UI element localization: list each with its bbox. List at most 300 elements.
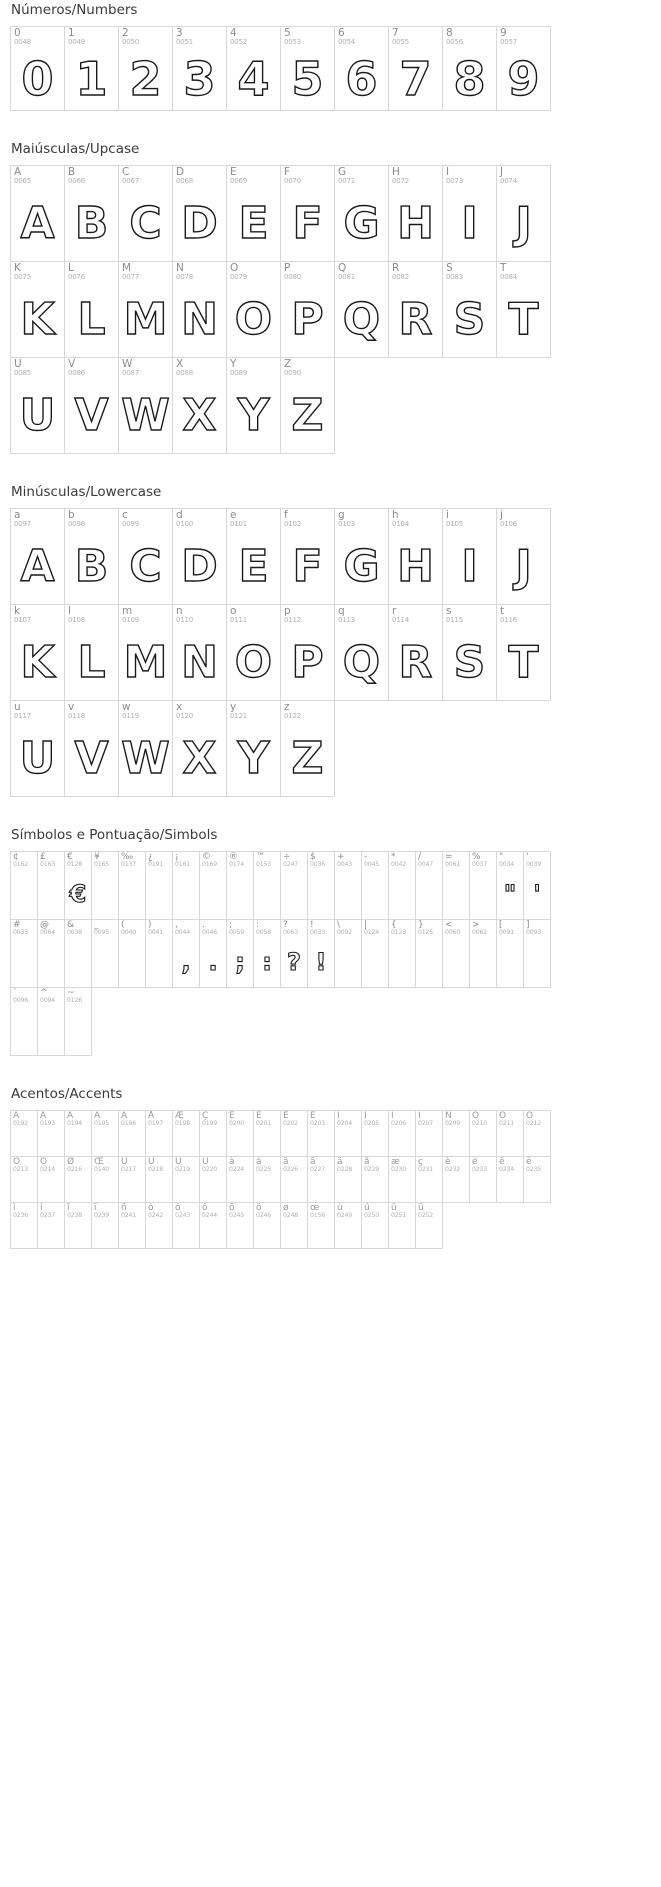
glyph-code-label: 0078 [176, 273, 194, 282]
glyph-preview [119, 380, 172, 452]
glyph-cell[interactable] [524, 1111, 551, 1157]
glyph-char-label: Ü [202, 1157, 209, 1167]
glyph-cell[interactable] [173, 1111, 200, 1157]
glyph-cell[interactable] [119, 852, 146, 920]
glyph-code-label: 0057 [500, 38, 518, 47]
glyph-cell[interactable] [254, 920, 281, 988]
glyph-preview [200, 1131, 226, 1153]
glyph-character: C [129, 198, 162, 249]
glyph-cell[interactable] [281, 166, 335, 262]
glyph-cell[interactable] [119, 1111, 146, 1157]
glyph-code-label: 0104 [392, 520, 410, 529]
glyph-cell[interactable] [119, 262, 173, 358]
glyph-cell[interactable] [227, 262, 281, 358]
glyph-character: G [343, 198, 380, 249]
glyph-cell[interactable] [65, 701, 119, 797]
glyph-cell[interactable] [146, 1157, 173, 1203]
glyph-cell[interactable] [146, 1203, 173, 1249]
glyph-cell[interactable] [389, 1203, 416, 1249]
glyph-cell[interactable] [389, 1157, 416, 1203]
glyph-cell-header [443, 1157, 469, 1177]
glyph-cell[interactable] [173, 1203, 200, 1249]
glyph-cell[interactable] [443, 509, 497, 605]
glyph-cell[interactable] [11, 1203, 38, 1249]
glyph-cell[interactable] [146, 852, 173, 920]
glyph-char-label: Î [391, 1111, 394, 1121]
glyph-cell[interactable] [65, 1111, 92, 1157]
glyph-cell[interactable] [38, 1203, 65, 1249]
glyph-cell[interactable] [362, 1111, 389, 1157]
glyph-cell[interactable] [173, 27, 227, 111]
glyph-preview [470, 872, 496, 916]
glyph-cell[interactable] [335, 1203, 362, 1249]
glyph-preview [497, 284, 550, 356]
glyph-cell[interactable] [227, 920, 254, 988]
glyph-cell-header [227, 166, 280, 188]
glyph-cell[interactable] [389, 852, 416, 920]
glyph-char-label: < [445, 920, 453, 930]
glyph-code-label: 0058 [256, 929, 271, 937]
glyph-cell[interactable] [173, 920, 200, 988]
glyph-character: L [77, 637, 106, 688]
glyph-cell-header [470, 1111, 496, 1131]
glyph-preview [227, 188, 280, 260]
glyph-char-label: C [122, 166, 130, 178]
glyph-code-label: 0110 [176, 616, 194, 625]
glyph-cell[interactable] [389, 27, 443, 111]
glyph-cell[interactable] [362, 920, 389, 988]
glyph-cell-header [173, 701, 226, 723]
glyph-cell-header [281, 509, 334, 531]
glyph-cell[interactable] [416, 852, 443, 920]
glyph-code-label: 0137 [121, 861, 136, 869]
glyph-cell[interactable] [65, 988, 92, 1056]
glyph-cell[interactable] [200, 1111, 227, 1157]
glyph-cell[interactable] [11, 852, 38, 920]
glyph-cell[interactable] [173, 605, 227, 701]
glyph-cell[interactable] [65, 920, 92, 988]
glyph-char-label: ! [310, 920, 314, 930]
section-title: Símbolos e Pontuação/Simbols [11, 827, 218, 843]
glyph-cell-header [227, 920, 253, 940]
glyph-code-label: 0033 [310, 929, 325, 937]
glyph-preview [254, 1223, 280, 1245]
glyph-cell-header [497, 1111, 523, 1131]
glyph-preview [119, 1223, 145, 1245]
glyph-cell[interactable] [119, 166, 173, 262]
glyph-cell-header [38, 1157, 64, 1177]
glyph-cell[interactable] [11, 509, 65, 605]
glyph-cell[interactable] [497, 262, 551, 358]
glyph-cell-header [281, 27, 334, 49]
glyph-preview [389, 627, 442, 699]
glyph-cell[interactable] [281, 852, 308, 920]
glyph-cell[interactable] [227, 166, 281, 262]
glyph-code-label: 0218 [148, 1166, 163, 1174]
glyph-preview [362, 940, 388, 984]
glyph-cell-header [335, 1203, 361, 1223]
glyph-cell[interactable] [173, 852, 200, 920]
glyph-cell[interactable] [11, 262, 65, 358]
glyph-preview [119, 940, 145, 984]
glyph-cell[interactable] [65, 1203, 92, 1249]
glyph-cell[interactable] [389, 509, 443, 605]
glyph-preview [200, 940, 226, 984]
glyph-cell[interactable] [443, 605, 497, 701]
glyph-code-label: 0249 [337, 1212, 352, 1220]
glyph-char-label: R [392, 262, 400, 274]
glyph-code-label: 0211 [499, 1120, 514, 1128]
glyph-character: O [234, 637, 273, 688]
glyph-cell[interactable] [65, 852, 92, 920]
glyph-cell[interactable] [497, 166, 551, 262]
glyph-cell[interactable] [173, 166, 227, 262]
glyph-code-label: 0100 [176, 520, 194, 529]
glyph-cell[interactable] [443, 262, 497, 358]
glyph-character: C [129, 541, 162, 592]
glyph-cell[interactable] [308, 1157, 335, 1203]
glyph-preview [119, 284, 172, 356]
glyph-char-label: % [472, 852, 481, 862]
glyph-preview [497, 1177, 523, 1199]
glyph-code-label: 0051 [176, 38, 194, 47]
glyph-code-label: 0046 [202, 929, 217, 937]
glyph-cell[interactable] [308, 920, 335, 988]
glyph-cell[interactable] [389, 605, 443, 701]
glyph-cell[interactable] [362, 1157, 389, 1203]
glyph-char-label: v [68, 701, 75, 713]
glyph-code-label: 0242 [148, 1212, 163, 1220]
glyph-character: V [74, 733, 109, 784]
glyph-preview [416, 940, 442, 984]
glyph-preview [65, 1223, 91, 1245]
glyph-cell[interactable] [65, 358, 119, 454]
glyph-cell-header [11, 1203, 37, 1223]
glyph-cell[interactable] [524, 920, 551, 988]
glyph-cell[interactable] [443, 920, 470, 988]
glyph-cell-header [497, 166, 550, 188]
glyph-cell[interactable] [416, 1157, 443, 1203]
glyph-cell[interactable] [281, 701, 335, 797]
glyph-cell[interactable] [11, 358, 65, 454]
glyph-code-label: 0252 [418, 1212, 433, 1220]
glyph-cell[interactable] [524, 852, 551, 920]
glyph-cell[interactable] [11, 920, 38, 988]
glyph-cell[interactable] [173, 509, 227, 605]
glyph-char-label: ^ [40, 988, 48, 998]
glyph-char-label: ™ [256, 852, 265, 862]
glyph-cell[interactable] [11, 166, 65, 262]
glyph-cell[interactable] [254, 1111, 281, 1157]
glyph-cell[interactable] [119, 509, 173, 605]
section-spacer [0, 1249, 661, 1279]
glyph-cell[interactable] [497, 1157, 524, 1203]
glyph-code-label: 0227 [310, 1166, 325, 1174]
glyph-preview [335, 284, 388, 356]
glyph-cell[interactable] [92, 1111, 119, 1157]
glyph-cell[interactable] [11, 1111, 38, 1157]
glyph-cell-header [416, 1111, 442, 1131]
glyph-code-label: 0140 [94, 1166, 109, 1174]
glyph-cell[interactable] [335, 166, 389, 262]
glyph-cell-header [65, 27, 118, 49]
glyph-character: D [181, 198, 218, 249]
glyph-code-label: 0161 [175, 861, 190, 869]
glyph-cell-header [335, 920, 361, 940]
glyph-cell[interactable] [119, 605, 173, 701]
glyph-cell-header [146, 1203, 172, 1223]
glyph-cell[interactable] [281, 1203, 308, 1249]
glyph-cell[interactable] [65, 1157, 92, 1203]
glyph-cell[interactable] [200, 1203, 227, 1249]
glyph-cell-header [119, 27, 172, 49]
glyph-code-label: 0042 [391, 861, 406, 869]
glyph-cell[interactable] [335, 27, 389, 111]
glyph-character: Z [291, 390, 324, 441]
glyph-cell[interactable] [281, 1111, 308, 1157]
glyph-code-label: 0085 [14, 369, 32, 378]
glyph-cell[interactable] [200, 920, 227, 988]
glyph-cell[interactable] [227, 1203, 254, 1249]
glyph-cell[interactable] [443, 27, 497, 111]
glyph-char-label: Õ [13, 1157, 21, 1167]
glyph-char-label: Y [230, 358, 237, 370]
glyph-cell[interactable] [497, 605, 551, 701]
glyph-code-label: 0101 [230, 520, 248, 529]
glyph-cell[interactable] [173, 701, 227, 797]
glyph-cell[interactable] [443, 166, 497, 262]
glyph-preview [389, 531, 442, 603]
glyph-character: € [69, 880, 87, 908]
glyph-preview [416, 872, 442, 916]
glyph-cell[interactable] [362, 852, 389, 920]
glyph-code-label: 0053 [284, 38, 302, 47]
glyph-character: 6 [345, 52, 378, 106]
glyph-cell[interactable] [38, 1157, 65, 1203]
glyph-cell[interactable] [443, 852, 470, 920]
glyph-preview [11, 531, 64, 603]
glyph-cell[interactable] [308, 1111, 335, 1157]
glyph-cell[interactable] [335, 852, 362, 920]
glyph-cell[interactable] [38, 920, 65, 988]
glyph-cell[interactable] [227, 1157, 254, 1203]
glyph-cell[interactable] [362, 1203, 389, 1249]
glyph-char-label: e [230, 509, 237, 521]
glyph-cell[interactable] [443, 1157, 470, 1203]
glyph-cell[interactable] [281, 27, 335, 111]
glyph-cell[interactable] [281, 509, 335, 605]
glyph-code-label: 0059 [229, 929, 244, 937]
glyph-cell[interactable] [335, 509, 389, 605]
glyph-char-label: # [13, 920, 21, 930]
glyph-code-label: 0212 [526, 1120, 541, 1128]
glyph-preview [308, 1131, 334, 1153]
glyph-cell[interactable] [146, 1111, 173, 1157]
glyph-cell[interactable] [308, 852, 335, 920]
glyph-code-label: 0072 [392, 177, 410, 186]
glyph-cell[interactable] [65, 605, 119, 701]
glyph-preview [227, 1177, 253, 1199]
glyph-preview [443, 531, 496, 603]
glyph-cell[interactable] [65, 27, 119, 111]
glyph-cell[interactable] [416, 1111, 443, 1157]
glyph-cell-header [389, 1203, 415, 1223]
glyph-cell[interactable] [173, 1157, 200, 1203]
glyph-cell[interactable] [38, 988, 65, 1056]
glyph-cell[interactable] [308, 1203, 335, 1249]
glyph-code-label: 0076 [68, 273, 86, 282]
glyph-cell[interactable] [416, 920, 443, 988]
glyph-grid [10, 851, 551, 1056]
glyph-char-label: À [13, 1111, 20, 1121]
glyph-cell[interactable] [254, 1203, 281, 1249]
glyph-preview [470, 940, 496, 984]
glyph-char-label: Ô [526, 1111, 534, 1121]
glyph-code-label: 0096 [13, 997, 28, 1005]
glyph-cell[interactable] [524, 1157, 551, 1203]
glyph-cell[interactable] [38, 852, 65, 920]
glyph-char-label: 9 [500, 27, 507, 39]
glyph-cell-header [281, 920, 307, 940]
glyph-cell[interactable] [92, 852, 119, 920]
glyph-cell[interactable] [389, 262, 443, 358]
glyph-preview [389, 284, 442, 356]
glyph-cell[interactable] [281, 1157, 308, 1203]
glyph-cell[interactable] [11, 701, 65, 797]
glyph-char-label: 8 [446, 27, 453, 39]
glyph-char-label: i [446, 509, 449, 521]
glyph-cell[interactable] [119, 701, 173, 797]
glyph-cell[interactable] [416, 1203, 443, 1249]
glyph-cell[interactable] [119, 1157, 146, 1203]
glyph-character: Q [342, 637, 381, 688]
glyph-cell[interactable] [389, 166, 443, 262]
glyph-cell-header [119, 1157, 145, 1177]
glyph-cell[interactable] [281, 262, 335, 358]
glyph-char-label: Ê [283, 1111, 289, 1121]
glyph-cell-header [254, 1157, 280, 1177]
glyph-preview [92, 1223, 118, 1245]
glyph-cell[interactable] [119, 920, 146, 988]
glyph-cell[interactable] [200, 1157, 227, 1203]
glyph-cell[interactable] [470, 1111, 497, 1157]
glyph-char-label: z [284, 701, 290, 713]
glyph-cell[interactable] [335, 920, 362, 988]
glyph-cell[interactable] [281, 920, 308, 988]
glyph-cell[interactable] [65, 262, 119, 358]
glyph-cell[interactable] [173, 358, 227, 454]
glyph-cell[interactable] [281, 358, 335, 454]
glyph-cell[interactable] [497, 852, 524, 920]
glyph-code-label: 0073 [446, 177, 464, 186]
glyph-cell[interactable] [335, 1157, 362, 1203]
glyph-cell[interactable] [227, 509, 281, 605]
glyph-char-label: 7 [392, 27, 399, 39]
glyph-cell[interactable] [470, 920, 497, 988]
glyph-cell-header [335, 852, 361, 872]
glyph-cell[interactable] [38, 1111, 65, 1157]
glyph-cell[interactable] [92, 920, 119, 988]
glyph-cell[interactable] [281, 605, 335, 701]
glyph-cell[interactable] [335, 605, 389, 701]
glyph-cell[interactable] [254, 1157, 281, 1203]
glyph-cell[interactable] [227, 605, 281, 701]
glyph-cell-header [308, 852, 334, 872]
glyph-cell-header [11, 920, 37, 940]
glyph-cell[interactable] [92, 1203, 119, 1249]
glyph-cell[interactable] [389, 1111, 416, 1157]
glyph-cell[interactable] [227, 852, 254, 920]
glyph-cell[interactable] [389, 920, 416, 988]
glyph-cell[interactable] [227, 701, 281, 797]
glyph-cell[interactable] [497, 1111, 524, 1157]
glyph-cell[interactable] [11, 1157, 38, 1203]
glyph-cell-header [497, 605, 550, 627]
glyph-cell[interactable] [335, 1111, 362, 1157]
glyph-cell[interactable] [173, 262, 227, 358]
glyph-cell[interactable] [335, 262, 389, 358]
glyph-character: J [515, 198, 532, 249]
glyph-preview [146, 872, 172, 916]
glyph-cell[interactable] [146, 920, 173, 988]
glyph-char-label: 4 [230, 27, 237, 39]
glyph-cell[interactable] [65, 509, 119, 605]
glyph-cell[interactable] [497, 27, 551, 111]
glyph-preview [227, 49, 280, 109]
glyph-char-label: q [338, 605, 345, 617]
glyph-cell[interactable] [65, 166, 119, 262]
glyph-code-label: 0237 [40, 1212, 55, 1220]
glyph-preview [443, 49, 496, 109]
glyph-cell-header [470, 920, 496, 940]
glyph-code-label: 0102 [284, 520, 302, 529]
glyph-cell[interactable] [119, 1203, 146, 1249]
glyph-cell[interactable] [470, 852, 497, 920]
glyph-cell[interactable] [227, 1111, 254, 1157]
glyph-char-label: w [122, 701, 131, 713]
glyph-cell[interactable] [11, 988, 38, 1056]
glyph-cell[interactable] [11, 605, 65, 701]
glyph-code-label: 0205 [364, 1120, 379, 1128]
glyph-cell[interactable] [443, 1111, 470, 1157]
glyph-cell[interactable] [254, 852, 281, 920]
glyph-preview [65, 380, 118, 452]
glyph-char-label: = [445, 852, 453, 862]
glyph-cell-header [335, 509, 388, 531]
glyph-preview [11, 284, 64, 356]
glyph-cell[interactable] [497, 509, 551, 605]
glyph-char-label: y [230, 701, 237, 713]
glyph-cell[interactable] [119, 358, 173, 454]
glyph-cell[interactable] [200, 852, 227, 920]
glyph-character: G [343, 541, 380, 592]
glyph-code-label: 0194 [67, 1120, 82, 1128]
glyph-preview [308, 872, 334, 916]
glyph-preview [119, 1177, 145, 1199]
glyph-cell[interactable] [92, 1157, 119, 1203]
glyph-cell[interactable] [11, 27, 65, 111]
glyph-code-label: 0250 [364, 1212, 379, 1220]
glyph-preview [227, 723, 280, 795]
glyph-cell[interactable] [119, 27, 173, 111]
glyph-cell[interactable] [227, 358, 281, 454]
glyph-cell[interactable] [227, 27, 281, 111]
glyph-cell[interactable] [497, 920, 524, 988]
glyph-cell[interactable] [470, 1157, 497, 1203]
glyph-cell-header [11, 358, 64, 380]
glyph-code-label: 0039 [526, 861, 541, 869]
glyph-character: T [508, 637, 539, 688]
